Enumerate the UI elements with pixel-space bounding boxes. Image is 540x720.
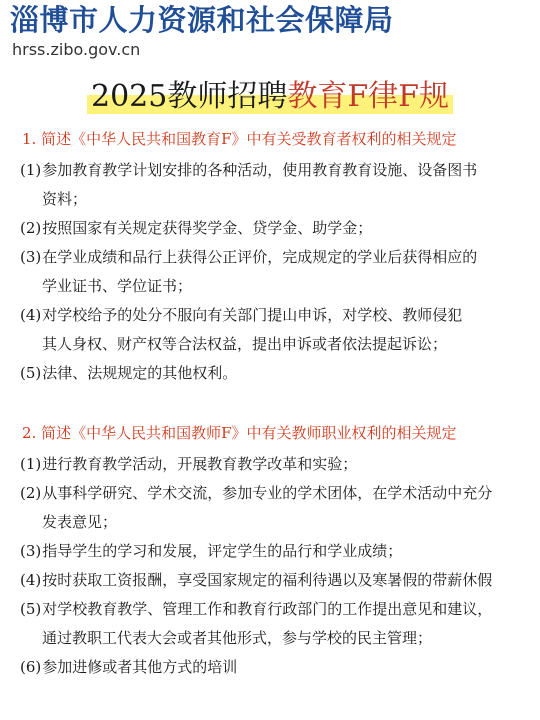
- list-item: [20, 214, 530, 243]
- item-continuation: 资料；: [42, 190, 88, 208]
- section-1: [20, 128, 530, 388]
- item-number: (5): [20, 600, 42, 618]
- list-item: [20, 243, 530, 301]
- list-item: [20, 566, 530, 595]
- list-item: [20, 653, 530, 682]
- content: [20, 128, 530, 682]
- section-heading: 1. 简述《中华人民共和国教育F》中有关受教育者权利的相关规定: [22, 130, 457, 148]
- title-red-part: 教育F律F规: [287, 79, 449, 114]
- list-item: [20, 359, 530, 388]
- item-text: 法律、法规规定的其他权利。: [42, 364, 238, 382]
- item-number: (2): [20, 219, 42, 237]
- item-continuation: 其人身权、财产权等合法权益，提出申诉或者依法提起诉讼；: [42, 335, 448, 353]
- list-item: [20, 156, 530, 214]
- item-number: (4): [20, 306, 42, 324]
- item-text: 按时获取工资报酬，享受国家规定的福利待遇以及寒暑假的带薪休假: [42, 571, 493, 589]
- item-text: 对学校教育教学、管理工作和教育行政部门的工作提出意见和建议，: [42, 600, 493, 618]
- org-name: 淄博市人力资源和社会保障局: [10, 3, 394, 37]
- item-number: (3): [20, 248, 42, 266]
- item-text: 对学校给予的处分不服向有关部门提山申诉，对学校、教师侵犯: [42, 306, 463, 324]
- list-item: [20, 301, 530, 359]
- item-number: (4): [20, 571, 42, 589]
- section-2: [20, 422, 530, 682]
- item-text: 在学业成绩和品行上获得公正评价，完成规定的学业后获得相应的: [42, 248, 478, 266]
- title-area: [0, 78, 540, 116]
- item-text: 参加教育教学计划安排的各种活动，使用教育教育设施、设备图书: [42, 161, 478, 179]
- item-text: 指导学生的学习和发展，评定学生的品行和学业成绩；: [42, 542, 403, 560]
- item-number: (3): [20, 542, 42, 560]
- header: [10, 2, 394, 60]
- item-text: 进行教育教学活动，开展教育教学改革和实验；: [42, 455, 358, 473]
- list-item: [20, 595, 530, 653]
- item-text: 参加进修或者其他方式的培训: [42, 658, 238, 676]
- list-item: [20, 450, 530, 479]
- list-item: [20, 537, 530, 566]
- item-number: (2): [20, 484, 42, 502]
- section-heading: 2. 简述《中华人民共和国教师F》中有关教师职业权利的相关规定: [22, 424, 457, 442]
- item-number: (6): [20, 658, 42, 676]
- item-text: 按照国家有关规定获得奖学金、贷学金、助学金；: [42, 219, 373, 237]
- item-number: (1): [20, 161, 42, 179]
- list-item: [20, 479, 530, 537]
- item-continuation: 通过教职工代表大会或者其他形式，参与学校的民主管理；: [42, 629, 433, 647]
- item-number: (1): [20, 455, 42, 473]
- org-url: hrss.zibo.gov.cn: [12, 40, 141, 59]
- item-continuation: 发表意见；: [42, 513, 118, 531]
- page-title: [87, 78, 453, 116]
- title-black-part: 2025教师招聘: [91, 79, 288, 114]
- item-number: (5): [20, 364, 42, 382]
- item-continuation: 学业证书、学位证书；: [42, 277, 193, 295]
- item-text: 从事科学研究、学术交流，参加专业的学术团体，在学术活动中充分: [42, 484, 493, 502]
